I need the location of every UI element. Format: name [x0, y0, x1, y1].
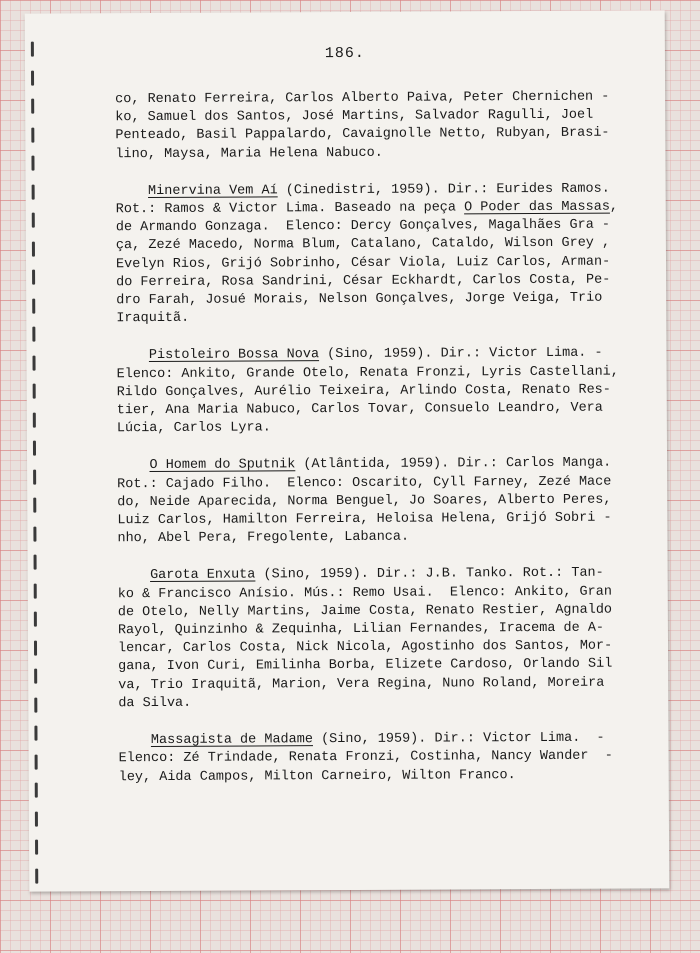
text-line — [117, 528, 617, 549]
text-segment: Penteado, Basil Pappalardo, Cavaignolle Netto, Rubyan, Brasi- — [115, 126, 610, 144]
binder-hole — [33, 498, 36, 513]
text-line — [116, 235, 616, 256]
text-line — [117, 363, 617, 384]
text-line — [119, 766, 619, 787]
binder-hole — [34, 726, 37, 741]
text-line — [117, 418, 617, 439]
text-segment: nho, Abel Pera, Fregolente, Labanca. — [117, 529, 410, 547]
text-segment: do, Neide Aparecida, Norma Benguel, Jo Soares, Alberto Peres, — [117, 492, 612, 511]
text-segment — [116, 184, 148, 199]
text-segment: va, Trio Iraquitã, Marion, Vera Regina, Nuno Roland, Moreira — [118, 675, 605, 693]
text-segment — [118, 569, 150, 584]
text-segment: de Armando Gonzaga. Elenco: Dercy Gonçalves, Magalhães Gra - — [115, 217, 611, 236]
binder-hole — [31, 156, 34, 171]
text-line — [118, 674, 618, 695]
binder-hole — [32, 213, 35, 228]
text-segment: de Otelo, Nelly Martins, Jaime Costa, Renato Restier, Agnaldo — [117, 602, 613, 621]
binder-hole — [34, 697, 37, 712]
text-segment: Rot.: Cajado Filho. Elenco: Oscarito, Cyll Farney, Zezé Mace — [117, 474, 612, 492]
text-segment: Elenco: Zé Trindade, Renata Fronzi, Costinha, Nancy Wander - — [118, 748, 613, 767]
film-title: Massagista de Madame — [150, 732, 313, 749]
text-segment: Rot.: Ramos & Victor Lima. Baseado na peça — [115, 200, 465, 218]
text-segment: da Silva. — [118, 695, 192, 712]
film-title: Minervina Vem Aí — [148, 183, 278, 199]
binder-hole — [31, 127, 34, 142]
text-segment: gana, Ivon Curi, Emilinha Borba, Elizete Cardoso, Orlando Sil — [118, 657, 613, 675]
text-line — [115, 125, 615, 146]
text-line — [115, 143, 615, 164]
binder-hole — [35, 840, 38, 855]
text-segment: (Sino, 1959). Dir.: Victor Lima. - — [319, 346, 603, 363]
text-segment: Rayol, Quinzinho & Zequinha, Lilian Fernandes, Iracema de A- — [117, 620, 605, 639]
text-segment — [117, 458, 149, 473]
binder-hole — [33, 412, 36, 427]
binder-hole — [35, 868, 38, 883]
binder-hole — [32, 241, 35, 256]
text-line — [118, 656, 618, 677]
binder-hole — [32, 270, 35, 285]
binder-hole — [33, 441, 36, 456]
film-title: Pistoleiro Bossa Nova — [148, 347, 320, 364]
text-segment: , — [609, 199, 619, 215]
text-line — [118, 565, 618, 586]
text-line — [117, 455, 617, 476]
text-segment: (Atlântida, 1959). Dir.: Carlos Manga. — [295, 456, 612, 473]
text-segment: Rildo Gonçalves, Aurélio Teixeira, Arlindo Costa, Renato Res- — [116, 382, 611, 401]
binder-hole — [34, 669, 37, 684]
binder-hole — [34, 612, 37, 627]
text-line — [118, 583, 618, 604]
text-line — [117, 473, 617, 494]
binder-hole — [34, 583, 37, 598]
film-title: O Poder das Massas — [464, 199, 610, 216]
binder-hole — [32, 298, 35, 313]
text-segment: ko, Samuel dos Santos, José Martins, Salvador Ragulli, Joel — [115, 107, 594, 126]
paragraph — [116, 345, 619, 439]
text-line — [116, 345, 616, 366]
text-segment: Elenco: Ankito, Grande Otelo, Renata Fronzi, Lyris Castellani, — [116, 364, 619, 382]
text-segment — [118, 733, 150, 748]
binder-hole — [33, 526, 36, 541]
text-line — [116, 308, 616, 329]
binder-hole — [35, 783, 38, 798]
text-segment: ça, Zezé Macedo, Norma Blum, Catalano, Cataldo, Wilson Grey , — [115, 236, 611, 254]
binder-hole — [33, 384, 36, 399]
text-line — [119, 748, 619, 769]
binder-hole — [32, 184, 35, 199]
text-segment: lino, Maysa, Maria Helena Nabuco. — [115, 145, 383, 162]
text-segment: lencar, Carlos Costa, Nick Nicola, Agostinho dos Santos, Mor- — [117, 638, 613, 657]
text-segment: Evelyn Rios, Grijó Sobrinho, César Viola, Luiz Carlos, Arman- — [115, 254, 611, 272]
text-segment: dro Farah, Josué Morais, Nelson Gonçalves, Jorge Veiga, Trio — [116, 290, 603, 309]
page-body — [115, 89, 619, 806]
binder-hole — [33, 469, 36, 484]
binder-hole — [32, 327, 35, 342]
binder-hole — [35, 754, 38, 769]
text-segment: (Sino, 1959). Dir.: Victor Lima. - — [312, 730, 605, 748]
binder-hole — [31, 99, 34, 114]
text-segment: (Cinedistri, 1959). Dir.: Eurides Ramos. — [277, 181, 610, 199]
paragraph — [116, 180, 617, 328]
page-number: 186. — [324, 44, 365, 63]
binder-hole — [31, 70, 34, 85]
binder-hole — [34, 555, 37, 570]
typewritten-page — [25, 10, 670, 891]
text-segment: Luiz Carlos, Hamilton Ferreira, Heloisa Helena, Grijó Sobri - — [117, 510, 612, 529]
text-line — [118, 692, 618, 713]
paragraph — [118, 565, 619, 713]
paragraph — [115, 89, 615, 164]
binder-hole — [32, 355, 35, 370]
text-segment: tier, Ana Maria Nabuco, Carlos Tovar, Consuelo Leandro, Vera — [116, 400, 603, 419]
text-segment: (Sino, 1959). Dir.: J.B. Tanko. Rot.: Tan- — [255, 566, 604, 583]
film-title: O Homem do Sputnik — [149, 457, 296, 474]
binder-hole — [35, 811, 38, 826]
text-segment: ley, Aida Campos, Milton Carneiro, Wilton Franco. — [118, 767, 516, 785]
text-segment: do Ferreira, Rosa Sandrini, César Eckhardt, Carlos Costa, Pe- — [116, 272, 611, 291]
paragraph — [118, 730, 618, 787]
binder-holes — [25, 10, 665, 13]
paragraph — [117, 455, 617, 549]
film-title: Garota Enxuta — [150, 567, 256, 584]
text-line — [116, 290, 616, 311]
text-segment — [116, 348, 148, 363]
text-segment: co, Renato Ferreira, Carlos Alberto Paiva, Peter Chernichen - — [115, 89, 610, 108]
text-segment: Lúcia, Carlos Lyra. — [116, 420, 271, 437]
text-segment: Iraquitã. — [116, 311, 190, 327]
text-line — [117, 400, 617, 421]
text-line — [116, 253, 616, 274]
binder-hole — [34, 640, 37, 655]
text-segment: ko & Francisco Anísio. Mús.: Remo Usai. Elenco: Ankito, Gran — [117, 584, 612, 602]
text-line — [117, 510, 617, 531]
